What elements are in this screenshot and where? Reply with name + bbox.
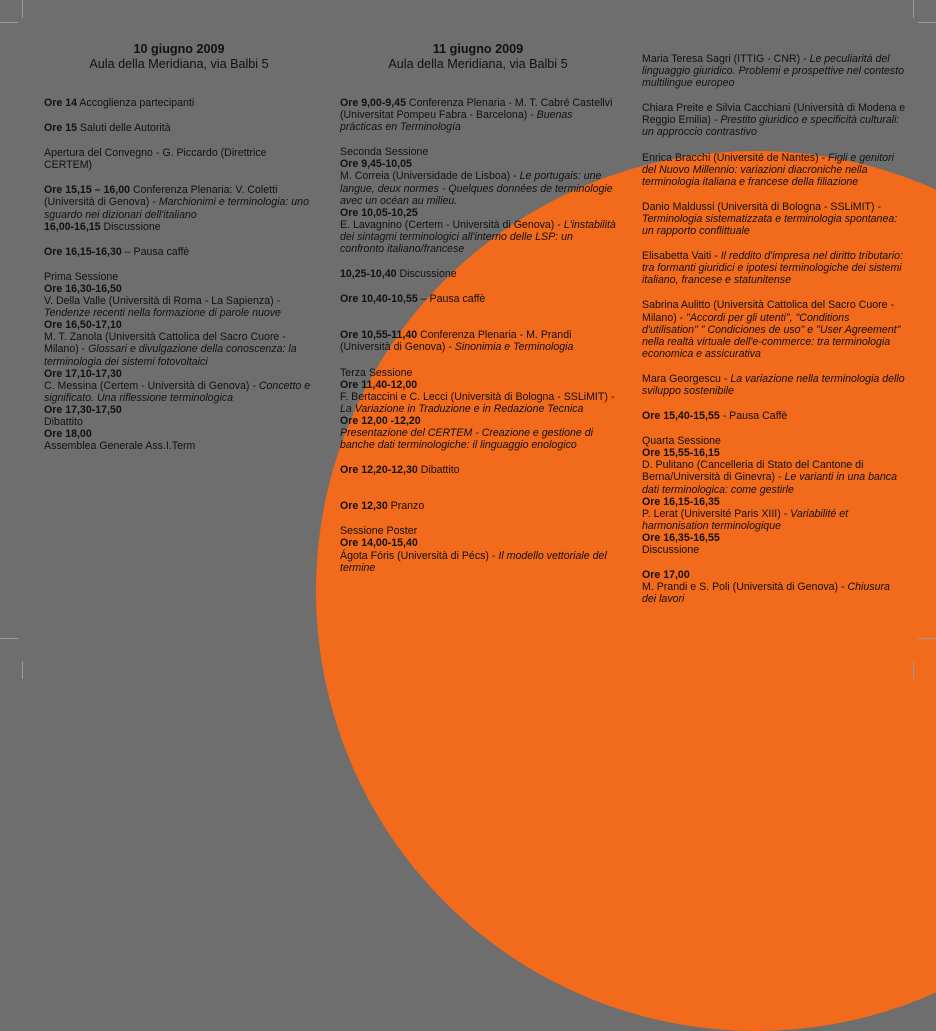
text-segment: Ore 10,05-10,25	[340, 206, 418, 219]
text-segment: L'instabilità dei sintagmi terminologici all'interno delle LSP: un confronto italiano/francese	[340, 218, 616, 256]
text-segment: Il reddito d'impresa nel diritto tributario: tra formanti giuridici e ipotesi terminologiche dei sistemi italiano, francese e statunitense	[642, 250, 903, 287]
program-item	[642, 410, 906, 422]
text-segment: Glossari e divulgazione della conoscenza: la terminologia dei sistemi fotovoltaici	[44, 343, 297, 368]
text-segment: Ore 16,35-16,55	[642, 531, 720, 544]
text-segment: La Variazione in Traduzione e in Redazione Tecnica	[340, 402, 584, 415]
day2-continued-column	[642, 53, 906, 605]
text-segment: Elisabetta Vaiti -	[642, 250, 721, 263]
text-segment: P. Lerat (Université Paris XIII) -	[642, 507, 791, 520]
text-segment: Le peculiarità del linguaggio giuridico. Problemi e prospettive nel contesto multilingue europeo	[642, 53, 905, 90]
text-segment: Pranzo	[387, 500, 425, 513]
session-block	[642, 435, 906, 556]
text-segment: Ore 10,40-10,55	[340, 293, 418, 306]
text-segment: Ore 12,00 -12,20	[340, 414, 421, 427]
text-segment: Ore 16,15-16,35	[642, 495, 720, 508]
text-segment: La variazione nella terminologia dello sviluppo sostenibile	[642, 372, 905, 397]
text-segment: Dibattito	[44, 415, 83, 428]
program-item	[340, 268, 616, 280]
text-segment: M. T. Zanola (Università Cattolica del Sacro Cuore - Milano) -	[44, 331, 286, 356]
text-segment: Le portugais: une langue, deux normes - Quelques données de terminologie avec un océan au milieu.	[340, 170, 613, 207]
program-item	[642, 569, 906, 605]
text-segment: Discussione	[642, 544, 700, 556]
text-segment: Ore 14	[44, 97, 77, 109]
program-item	[340, 329, 616, 353]
text-segment: Il modello vettoriale del termine	[340, 549, 607, 574]
session-title: Seconda Sessione	[340, 146, 429, 159]
day1-place: Aula della Meridiana, via Balbi 5	[89, 57, 269, 71]
text-segment: Buenas prácticas en Terminología	[340, 109, 573, 134]
text-segment: Ore 14,00-15,40	[340, 537, 418, 550]
session-block	[340, 367, 616, 452]
session-title: Terza Sessione	[340, 366, 413, 379]
day2-place: Aula della Meridiana, via Balbi 5	[388, 57, 568, 71]
crop-mark-bottom-right-v	[895, 661, 914, 679]
program-item	[340, 293, 616, 305]
text-segment: Le varianti in una banca dati terminologica: come gestirle	[642, 471, 897, 496]
text-segment: Ore 10,55-11,40	[340, 329, 418, 342]
program-item	[44, 184, 314, 232]
text-segment: Concetto e significato. Una riflessione terminologica	[44, 379, 311, 404]
text-segment: Conferenza Plenaria: V. Coletti (Università di Genova) -	[44, 184, 278, 209]
text-segment: Saluti delle Autorità	[76, 122, 171, 135]
text-segment: Ágota Fóris (Università di Pécs) -	[340, 549, 499, 562]
day2-column	[340, 42, 616, 574]
text-segment: Ore 11,40-12,00	[340, 378, 418, 391]
text-segment: 16,00-16,15	[44, 220, 101, 233]
text-segment: Conferenza Plenaria - M. T. Cabré Castellvi (Universitat Pompeu Fabra - Barcelona) -	[340, 97, 613, 122]
text-segment: Discussione	[100, 220, 161, 233]
text-segment: Accoglienza partecipanti	[76, 97, 195, 109]
text-segment: E. Lavagnino (Certem - Università di Genova) -	[340, 218, 564, 231]
text-segment: Ore 9,45-10,05	[340, 158, 412, 171]
text-segment: Ore 18,00	[44, 428, 92, 441]
text-segment: Chiara Preite e Silvia Cacchiani (Università di Modena e Reggio Emilia) -	[642, 102, 906, 127]
program-item	[340, 97, 616, 133]
session-title: Sessione Poster	[340, 525, 418, 538]
text-segment: Danio Maldussi (Università di Bologna - SSLiMIT) -	[642, 200, 882, 213]
text-segment: F. Bertaccini e C. Lecci (Università di Bologna - SSLiMIT) -	[340, 390, 615, 403]
poster-item	[642, 53, 906, 89]
session-block	[340, 146, 616, 255]
text-segment: Ore 9,00-9,45	[340, 97, 406, 109]
text-segment: Figli e genitori del Nuovo Millennio: variazioni diacroniche nella terminologia italiana e francese della filiazione	[642, 151, 894, 188]
text-segment: Chiusura dei lavori	[642, 581, 890, 606]
text-segment: Enrica Bracchi (Université de Nantes) -	[642, 151, 829, 164]
crop-mark-top-left-v	[22, 0, 41, 18]
poster-item	[642, 152, 906, 188]
text-segment: Sabrina Aulitto (Università Cattolica del Sacro Cuore - Milano) -	[642, 299, 895, 324]
text-segment: – Pausa caffè	[417, 293, 486, 306]
text-segment: Ore 17,10-17,30	[44, 367, 122, 380]
poster-item	[642, 102, 906, 138]
text-segment: Ore 15,55-16,15	[642, 447, 720, 460]
text-segment: Ore 12,20-12,30	[340, 464, 418, 477]
program-item	[44, 147, 314, 171]
text-segment: Ore 17,30-17,50	[44, 403, 122, 416]
crop-mark-bottom-left-v	[22, 661, 41, 679]
session-block	[340, 525, 616, 573]
session-title: Prima Sessione	[44, 270, 119, 283]
poster-item	[642, 201, 906, 237]
text-segment: Tendenze recenti nella formazione di parole nuove	[44, 307, 281, 320]
poster-item	[642, 250, 906, 286]
text-segment: Ore 12,30	[340, 500, 388, 513]
text-segment: Ore 15,40-15,55	[642, 410, 720, 423]
text-segment: Dibattito	[417, 464, 460, 477]
text-segment: M. Prandi e S. Poli (Università di Genova) -	[642, 581, 848, 594]
text-segment: Ore 16,15-16,30	[44, 245, 122, 258]
text-segment: "Accordi per gli utenti", "Conditions d'utilisation" " Condiciones de uso" e "User Agreement" nella realtà virtuale dell'e-commerce: tra terminologia economica e assicurativa	[642, 311, 901, 360]
text-segment: D. Pulitano (Cancelleria di Stato del Cantone di Berna/Università di Ginevra) -	[642, 459, 864, 484]
day1-date: 10 giugno 2009	[133, 42, 225, 56]
text-segment: C. Messina (Certem - Università di Genova) -	[44, 379, 259, 392]
text-segment: 10,25-10,40	[340, 268, 397, 281]
program-item	[340, 464, 616, 476]
text-segment: Maria Teresa Sagri (ITTIG - CNR) -	[642, 53, 810, 65]
text-segment: Variabilité et harmonisation terminologique	[642, 507, 849, 532]
text-segment: Ore 17,00	[642, 569, 690, 582]
text-segment: Presentazione del CERTEM - Creazione e gestione di banche dati terminologiche: il linguaggio enologico	[340, 426, 594, 452]
session-block	[44, 271, 314, 452]
text-segment: Ore 15,15 – 16,00	[44, 184, 130, 197]
text-segment: Conferenza Plenaria - M. Prandi (Università di Genova) -	[340, 329, 572, 354]
program-item	[44, 97, 314, 109]
text-segment: - Pausa Caffè	[719, 410, 788, 423]
text-segment: Sinonimia e Terminologia	[454, 341, 574, 354]
day1-header	[44, 42, 314, 72]
poster-item	[642, 373, 906, 397]
text-segment: Mara Georgescu -	[642, 372, 731, 385]
crop-mark-bottom-left	[0, 638, 18, 657]
text-segment: Assemblea Generale Ass.I.Term	[44, 440, 196, 453]
day2-header	[340, 42, 616, 72]
crop-mark-top-right	[918, 22, 936, 41]
poster-item	[642, 299, 906, 359]
crop-mark-top-left	[0, 22, 18, 41]
crop-mark-bottom-right	[918, 638, 936, 657]
text-segment: Ore 15	[44, 122, 77, 135]
program-item	[340, 500, 616, 512]
program-item	[44, 122, 314, 134]
crop-mark-top-right-v	[895, 0, 914, 18]
text-segment: Apertura del Convegno - G. Piccardo (Direttrice CERTEM)	[44, 147, 267, 172]
text-segment: Prestito giuridico e specificità culturali: un approccio contrastivo	[642, 114, 900, 139]
text-segment: M. Correia (Universidade de Lisboa) -	[340, 170, 520, 183]
text-segment: Ore 16,50-17,10	[44, 319, 122, 332]
text-segment: Discussione	[396, 268, 457, 281]
day1-column	[44, 42, 314, 452]
text-segment: V. Della Valle (Università di Roma - La Sapienza) -	[44, 295, 281, 308]
text-segment: Terminologia sistematizzata e terminologia spontanea: un rapporto conflittuale	[642, 212, 898, 238]
text-segment: – Pausa caffè	[121, 245, 190, 258]
text-segment: Marchionimi e terminologia: uno sguardo nei dizionari dell'italiano	[44, 196, 309, 221]
text-segment: Ore 16,30-16,50	[44, 282, 122, 295]
session-title: Quarta Sessione	[642, 435, 721, 448]
day2-date: 11 giugno 2009	[432, 42, 524, 56]
program-item	[44, 246, 314, 258]
